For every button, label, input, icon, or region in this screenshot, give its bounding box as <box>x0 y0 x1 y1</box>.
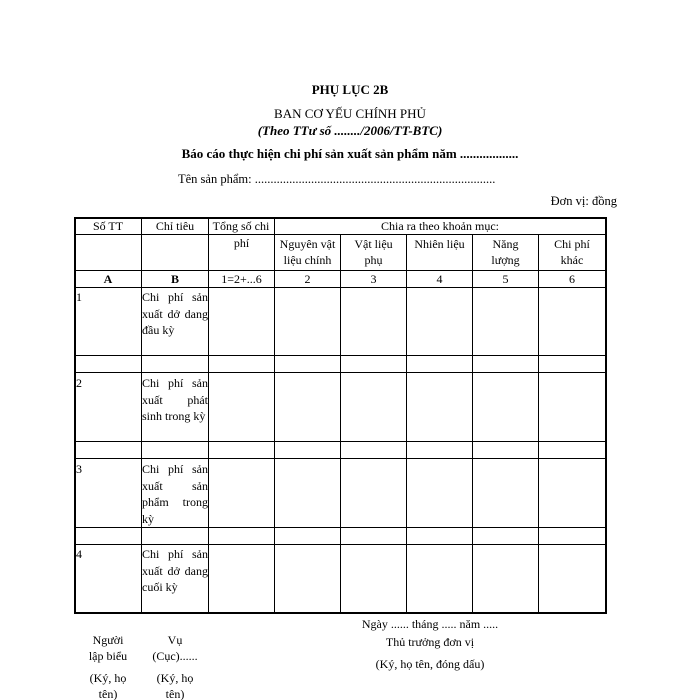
report-title: Báo cáo thực hiện chi phí sản xuất sản phẩm năm .................. <box>181 146 519 161</box>
row-2-no: 2 <box>76 376 82 390</box>
appendix-title: PHỤ LỤC 2B <box>311 82 389 97</box>
currency-unit: Đơn vị: đồng <box>550 194 617 208</box>
product-name-line: Tên sản phẩm: ............................................................................. <box>178 172 496 186</box>
header-total-line2: phí <box>233 236 250 250</box>
department-sign: (Ký, họ tên) <box>156 671 194 700</box>
row-1-label: Chi phí sản xuất dở dang đầu kỳ <box>142 290 208 337</box>
header-group: Chia ra theo khoản mục: <box>381 219 499 233</box>
row-2-label: Chi phí sản xuất phát sinh trong kỳ <box>142 376 208 423</box>
index-2: 2 <box>304 272 311 286</box>
subheader-energy: Năng lượng <box>491 237 520 267</box>
subheader-other: Chi phí khác <box>554 237 590 267</box>
row-4-no: 4 <box>76 547 82 561</box>
subheader-aux-materials: Vật liệu phụ <box>354 237 393 267</box>
unit-head-sign: (Ký, họ tên, đóng dấu) <box>375 657 485 671</box>
subheader-main-materials: Nguyên vật liệu chính <box>279 237 336 267</box>
index-5: 5 <box>502 272 509 286</box>
index-4: 4 <box>436 272 443 286</box>
row-4-label: Chi phí sản xuất dở dang cuối kỳ <box>142 547 208 594</box>
index-b: B <box>170 272 179 286</box>
row-3-label: Chi phí sản xuất sản phẩm trong kỳ <box>142 462 208 526</box>
index-total: 1=2+...6 <box>221 272 262 286</box>
preparer-title: Người lập biểu <box>88 633 128 663</box>
header-total-line1: Tổng số chi <box>212 219 270 233</box>
unit-head-title: Thủ trưởng đơn vị <box>385 635 475 649</box>
row-3-no: 3 <box>76 462 82 476</box>
organization-name: BAN CƠ YẾU CHÍNH PHỦ <box>274 106 426 121</box>
subheader-fuel: Nhiên liệu <box>414 237 465 251</box>
row-1-no: 1 <box>76 290 82 304</box>
header-indicator: Chỉ tiêu <box>155 219 195 233</box>
header-no: Số TT <box>92 219 124 233</box>
department-title: Vụ (Cục)...... <box>152 633 198 663</box>
preparer-sign: (Ký, họ tên) <box>89 671 127 700</box>
circular-reference: (Theo TTư số ......../2006/TT-BTC) <box>257 123 443 138</box>
index-a: A <box>103 272 113 286</box>
index-3: 3 <box>370 272 377 286</box>
index-6: 6 <box>569 272 575 286</box>
date-line: Ngày ...... tháng ..... năm ..... <box>361 617 499 631</box>
